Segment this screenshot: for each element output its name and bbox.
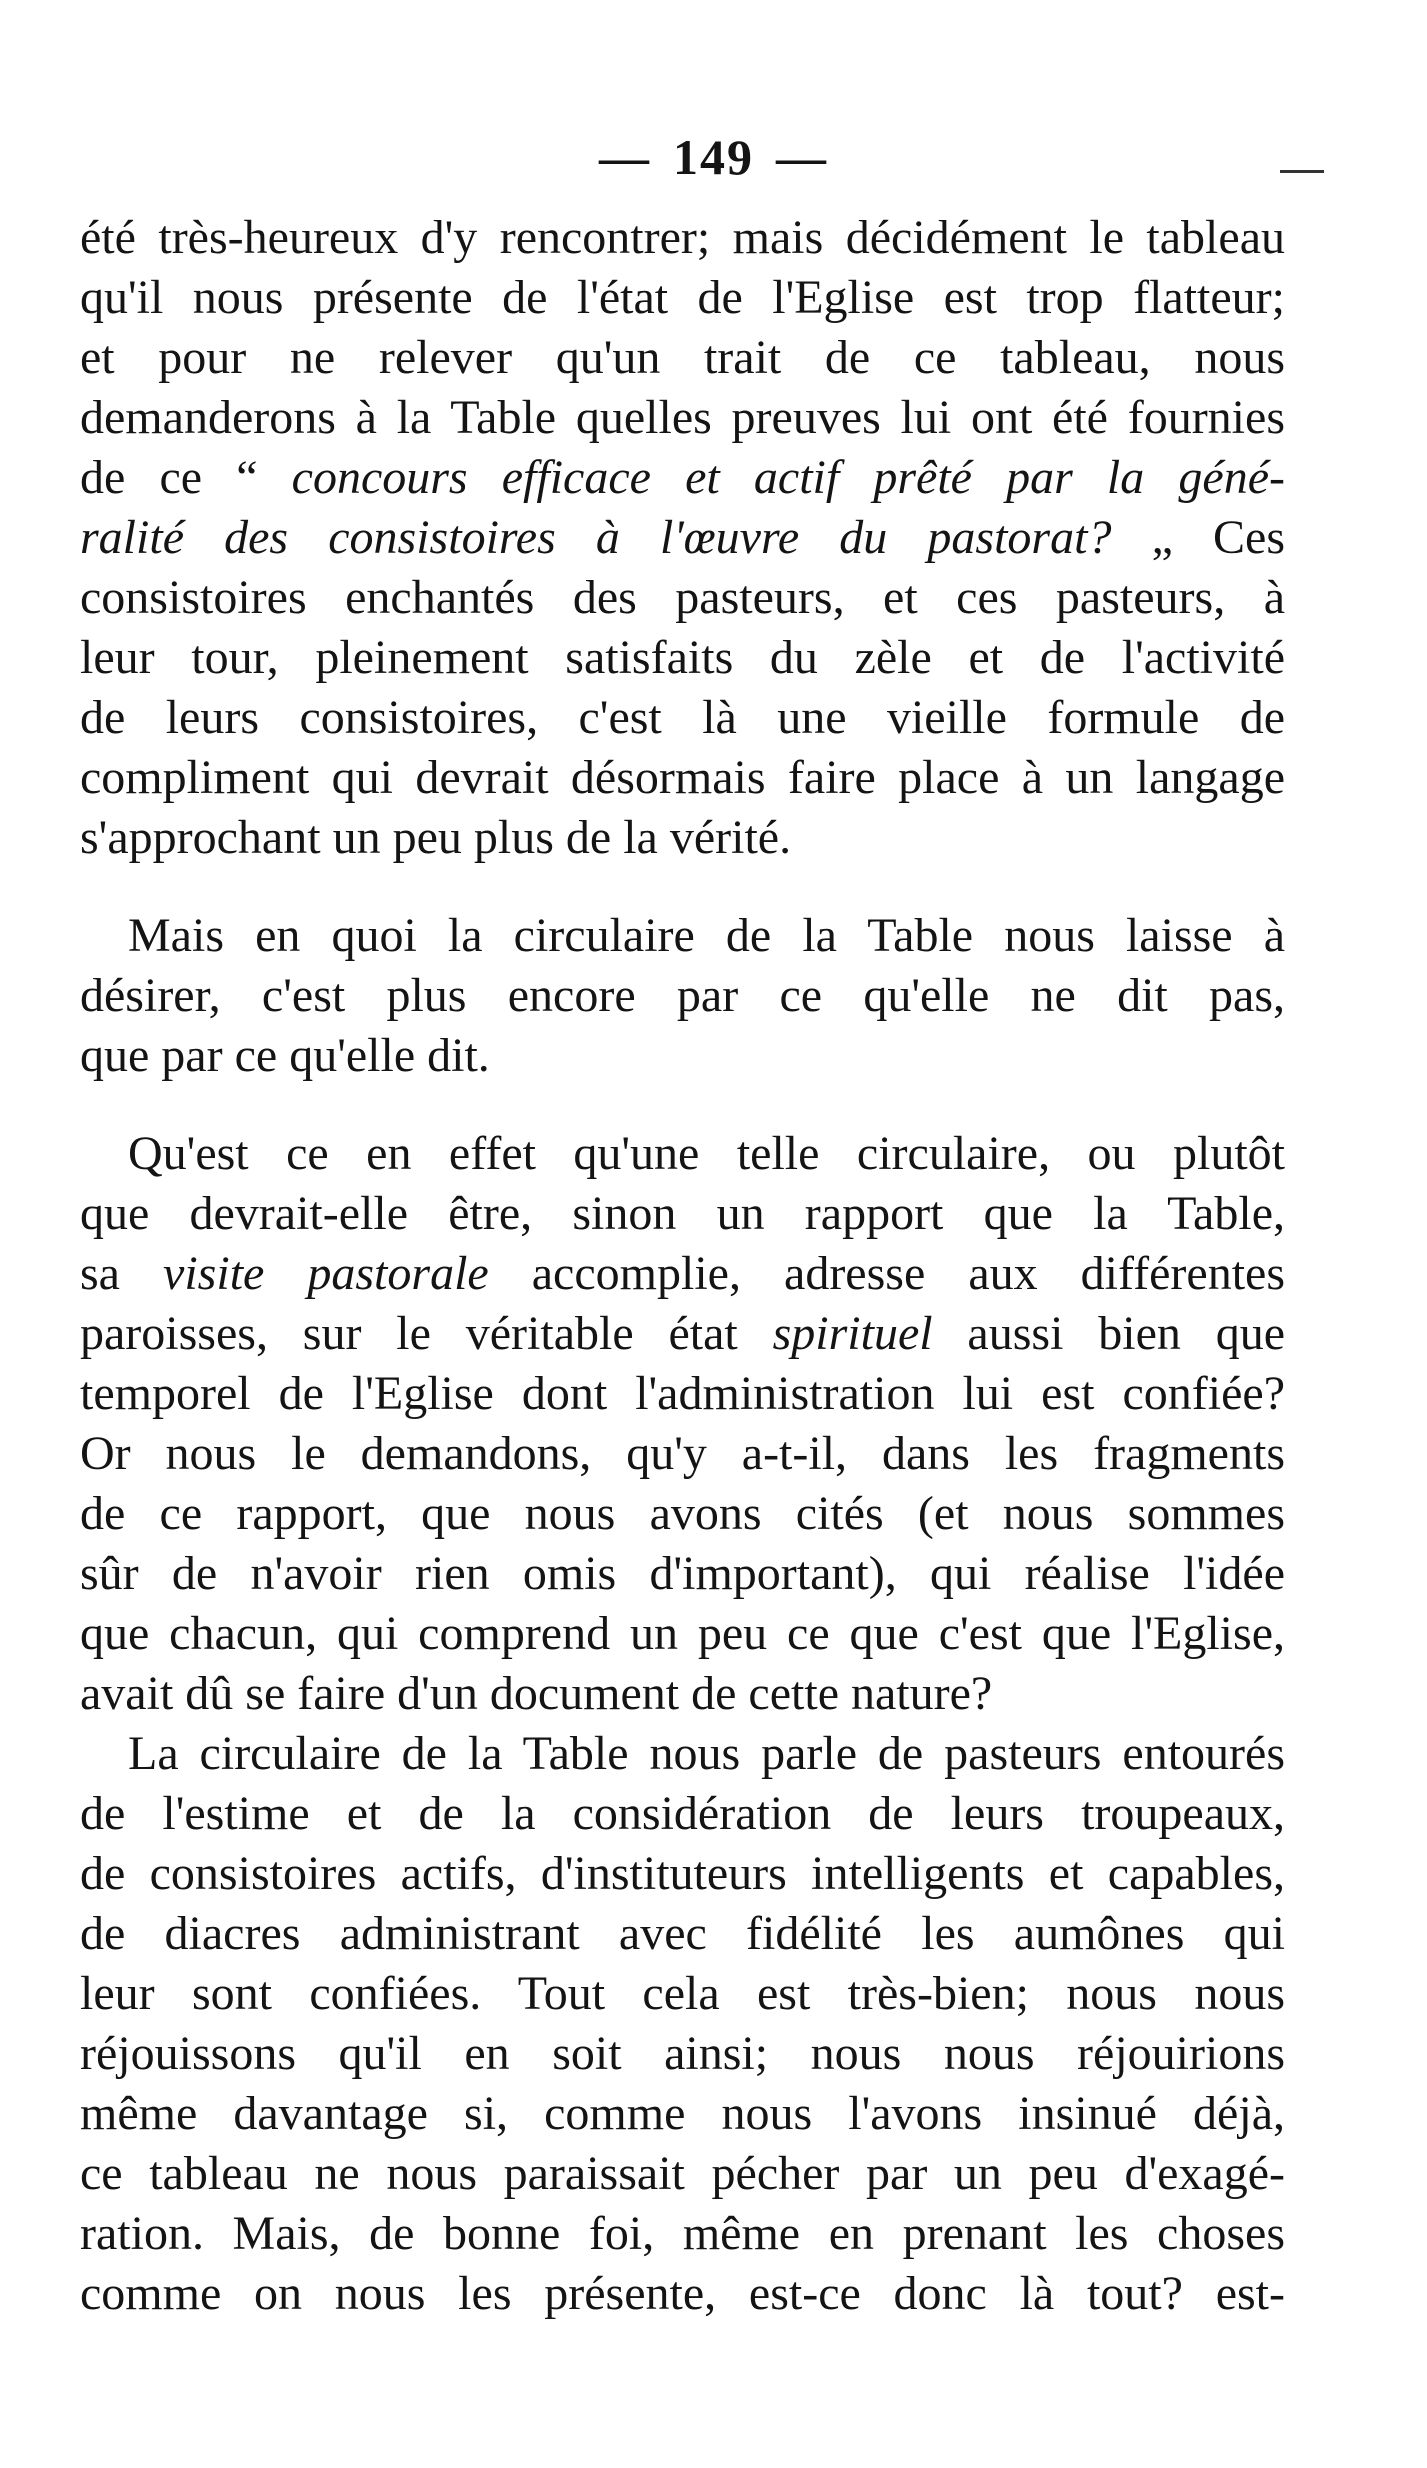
text-line: Or nous le demandons, qu'y a-t-il, dans les fragments — [80, 1427, 1285, 1480]
text-run: „ Ces — [1151, 511, 1285, 564]
text-run: de ce “ — [80, 451, 258, 504]
paragraph-1 — [80, 208, 1285, 868]
text-run: aussi bien que — [967, 1307, 1285, 1360]
page-header — [0, 128, 1427, 186]
header-dash-left: — — [599, 129, 651, 185]
text-line: que chacun, qui comprend un peu ce que c'est que l'Eglise, — [80, 1607, 1285, 1660]
header-dash-right: — — [776, 129, 828, 185]
text-line: comme on nous les présente, est-ce donc là tout? est- — [80, 2267, 1285, 2320]
text-line: Qu'est ce en effet qu'une telle circulaire, ou plutôt — [128, 1127, 1285, 1180]
text-line: consistoires enchantés des pasteurs, et ces pasteurs, à — [80, 571, 1285, 624]
text-line — [80, 508, 1285, 568]
text-line: été très-heureux d'y rencontrer; mais décidément le tableau — [80, 211, 1285, 264]
text-line: que devrait-elle être, sinon un rapport que la Table, — [80, 1187, 1285, 1240]
text-line: s'approchant un peu plus de la vérité. — [80, 811, 792, 864]
text-line — [80, 1244, 1285, 1304]
text-line: sûr de n'avoir rien omis d'important), qui réalise l'idée — [80, 1547, 1285, 1600]
text-line — [80, 448, 1285, 508]
paragraph-4 — [80, 1724, 1285, 2324]
text-line: Mais en quoi la circulaire de la Table nous laisse à — [128, 909, 1285, 962]
text-line: leur sont confiées. Tout cela est très-bien; nous nous — [80, 1967, 1285, 2020]
italic-phrase: spirituel — [772, 1307, 933, 1360]
text-line: La circulaire de la Table nous parle de pasteurs entourés — [128, 1727, 1285, 1780]
text-line: qu'il nous présente de l'état de l'Eglise est trop flatteur; — [80, 271, 1285, 324]
text-line: de consistoires actifs, d'instituteurs intelligents et capables, — [80, 1847, 1285, 1900]
text-line: ce tableau ne nous paraissait pécher par un peu d'exagé- — [80, 2147, 1285, 2200]
text-line: désirer, c'est plus encore par ce qu'elle ne dit pas, — [80, 969, 1285, 1022]
text-line — [80, 1304, 1285, 1364]
text-line: de diacres administrant avec fidélité les aumônes qui — [80, 1907, 1285, 1960]
text-line: de l'estime et de la considération de leurs troupeaux, — [80, 1787, 1285, 1840]
text-line: leur tour, pleinement satisfaits du zèle et de l'activité — [80, 631, 1285, 684]
text-run: paroisses, sur le véritable état — [80, 1307, 738, 1360]
paragraph-3 — [80, 1124, 1285, 1724]
page-number: 149 — [673, 129, 754, 185]
text-line: de leurs consistoires, c'est là une vieille formule de — [80, 691, 1285, 744]
text-line: que par ce qu'elle dit. — [80, 1029, 490, 1082]
body-text — [80, 208, 1285, 2324]
print-smudge — [1280, 170, 1324, 173]
text-line: demanderons à la Table quelles preuves lui ont été fournies — [80, 391, 1285, 444]
text-line: et pour ne relever qu'un trait de ce tableau, nous — [80, 331, 1285, 384]
text-line: avait dû se faire d'un document de cette nature? — [80, 1667, 993, 1720]
text-line: temporel de l'Eglise dont l'administration lui est confiée? — [80, 1367, 1285, 1420]
paragraph-gap — [80, 868, 1285, 906]
italic-quote: ralité des consistoires à l'œuvre du pastorat? — [80, 511, 1112, 564]
italic-quote: concours efficace et actif prêté par la géné- — [291, 451, 1285, 504]
italic-phrase: visite pastorale — [163, 1247, 489, 1300]
text-line: compliment qui devrait désormais faire place à un langage — [80, 751, 1285, 804]
text-run: sa — [80, 1247, 120, 1300]
text-run: accomplie, adresse aux différentes — [531, 1247, 1285, 1300]
paragraph-gap — [80, 1086, 1285, 1124]
text-line: même davantage si, comme nous l'avons insinué déjà, — [80, 2087, 1285, 2140]
text-line: ration. Mais, de bonne foi, même en prenant les choses — [80, 2207, 1285, 2260]
paragraph-2 — [80, 906, 1285, 1086]
text-line: de ce rapport, que nous avons cités (et nous sommes — [80, 1487, 1285, 1540]
text-line: réjouissons qu'il en soit ainsi; nous nous réjouirions — [80, 2027, 1285, 2080]
